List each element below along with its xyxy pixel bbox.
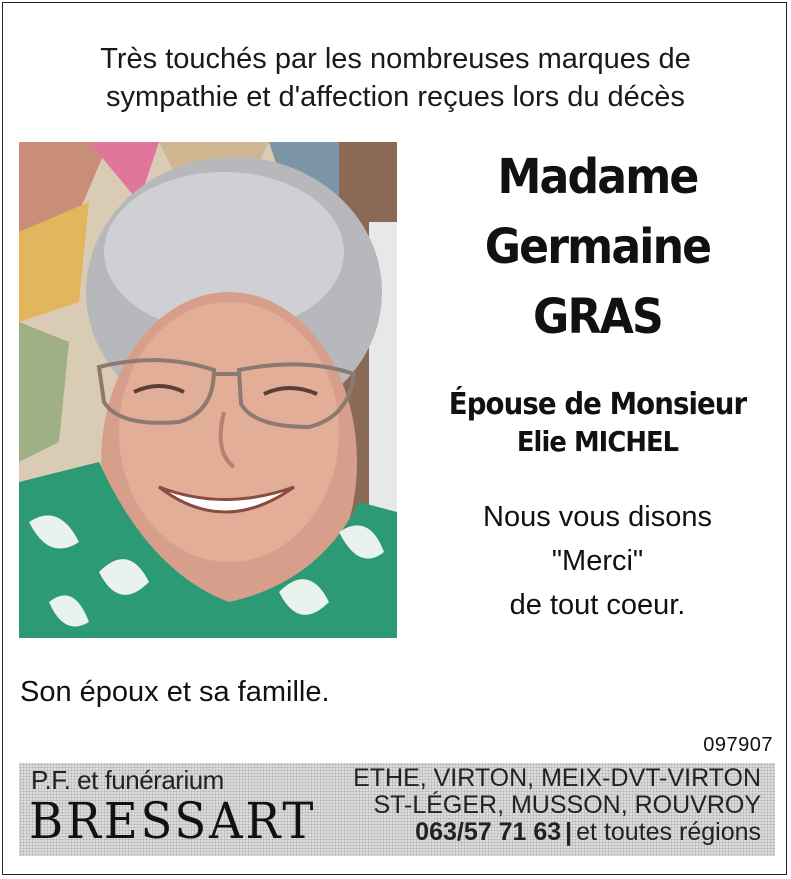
thanks-message — [420, 495, 775, 627]
funeral-home-banner — [19, 763, 775, 856]
name-last: GRAS — [533, 289, 662, 345]
portrait-photo — [19, 142, 397, 638]
pf-label: P.F. et funérarium — [31, 765, 224, 795]
phone-line — [353, 819, 761, 846]
name-title: Madame — [497, 149, 698, 205]
locations-line-2: ST-LÉGER, MUSSON, ROUVROY — [373, 791, 761, 819]
brand-logo: BRESSART — [29, 792, 317, 850]
phone-number: 063/57 71 63 — [415, 818, 562, 846]
thanks-line-3: de tout coeur. — [509, 589, 686, 621]
intro-line-1: Très touchés par les nombreuses marques de — [100, 43, 691, 75]
deceased-name — [420, 142, 775, 352]
thanks-line-2: "Merci" — [551, 545, 644, 577]
thanks-line-1: Nous vous disons — [483, 501, 712, 533]
contact-info — [353, 765, 761, 846]
intro-line-2: sympathie et d'affection reçues lors du décès — [106, 81, 685, 113]
regions-text: et toutes régions — [576, 818, 761, 846]
reference-number: 097907 — [703, 734, 773, 756]
spouse-info — [412, 386, 783, 460]
name-first: Germaine — [484, 219, 711, 275]
spouse-line-1: Épouse de Monsieur — [448, 387, 747, 422]
intro-text — [20, 40, 771, 116]
signature: Son époux et sa famille. — [20, 676, 330, 708]
separator: | — [565, 818, 573, 846]
spouse-line-2: Elie MICHEL — [516, 425, 679, 458]
locations-line-1: ETHE, VIRTON, MEIX-DVT-VIRTON — [353, 764, 761, 792]
